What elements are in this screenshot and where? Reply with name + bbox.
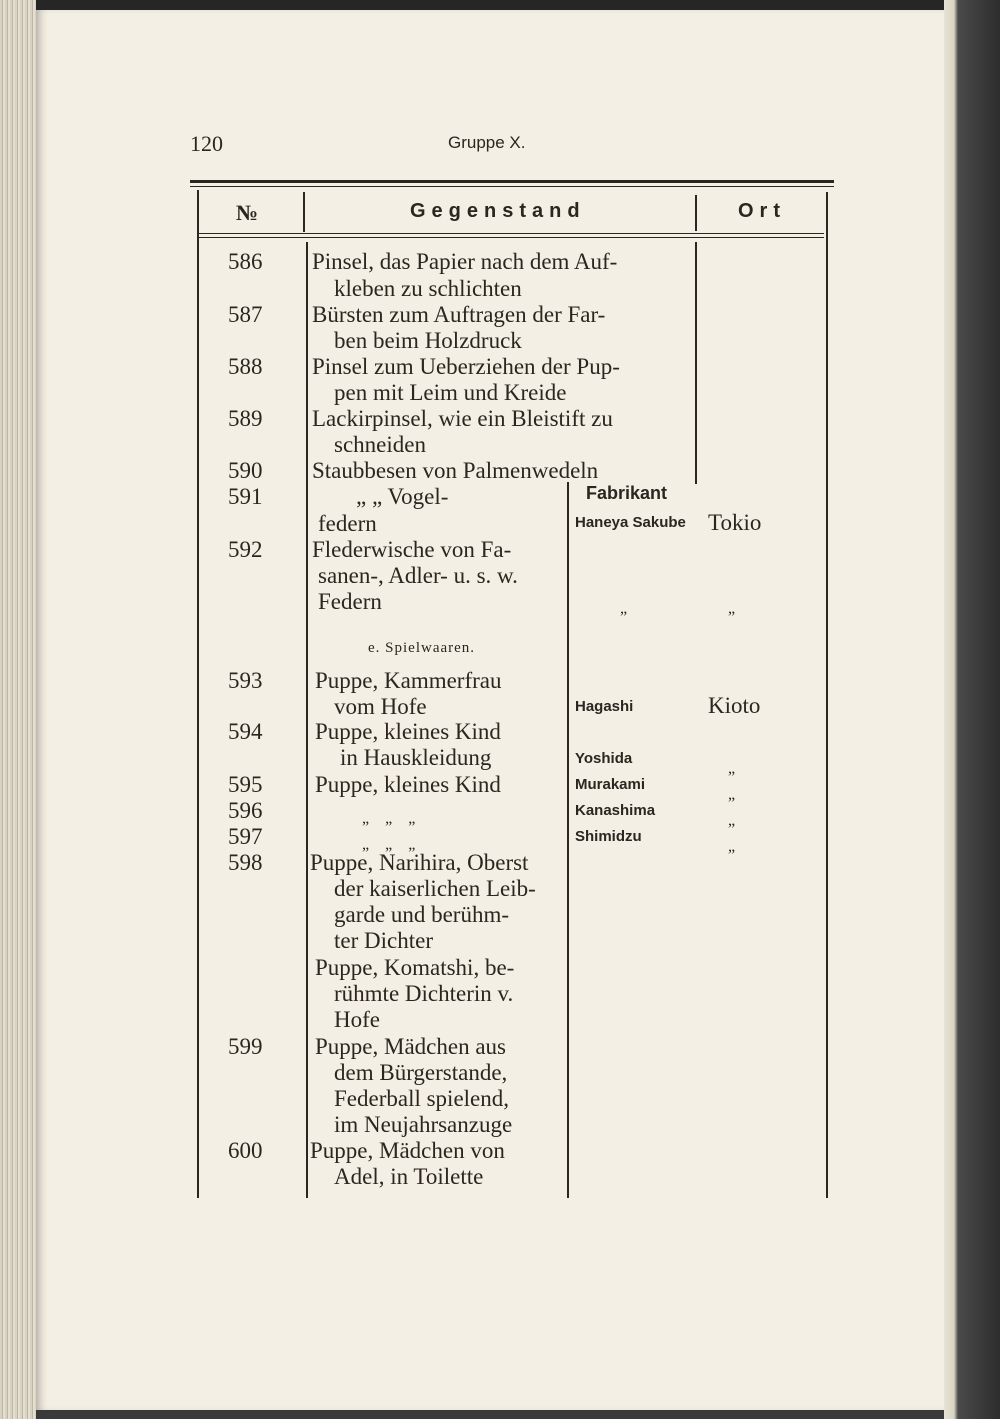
- row-subject: Puppe, Narihira, Oberst: [310, 850, 529, 875]
- row-number: 597: [228, 824, 263, 849]
- row-number: 600: [228, 1138, 263, 1163]
- row-number: 599: [228, 1034, 263, 1059]
- row-place: „: [728, 760, 736, 777]
- row-subject: Hofe: [334, 1007, 380, 1032]
- row-subject: rühmte Dichterin v.: [334, 981, 514, 1006]
- row-maker: Murakami: [575, 776, 646, 793]
- row-subject: Puppe, Mädchen von: [310, 1138, 505, 1163]
- row-subject: in Hauskleidung: [340, 745, 492, 770]
- row-subject: Puppe, kleines Kind: [315, 772, 501, 797]
- section-heading: e. Spielwaaren.: [368, 640, 476, 656]
- row-subject: dem Bürgerstande,: [334, 1060, 508, 1085]
- page-number: 120: [190, 131, 223, 156]
- column-divider-left: [197, 190, 199, 1198]
- row-number: 591: [228, 484, 263, 509]
- table-top-rule-thin: [190, 186, 834, 187]
- row-place: „: [728, 812, 736, 829]
- row-subject: kleben zu schlichten: [334, 276, 522, 301]
- row-subject: sanen-, Adler- u. s. w.: [318, 563, 518, 588]
- row-subject: Puppe, Komatshi, be-: [315, 955, 515, 980]
- row-number: 590: [228, 458, 263, 483]
- row-subject: „ „ „: [362, 810, 416, 827]
- row-subject: Pinsel zum Ueberziehen der Pup-: [312, 354, 620, 379]
- book-page-edges-left: [0, 0, 36, 1419]
- row-subject: ter Dichter: [334, 928, 433, 953]
- row-number: 589: [228, 406, 263, 431]
- row-number: 596: [228, 798, 263, 823]
- row-number: 592: [228, 537, 263, 562]
- row-number: 598: [228, 850, 263, 875]
- row-subject: Adel, in Toilette: [334, 1164, 484, 1189]
- row-number: 595: [228, 772, 263, 797]
- column-header-place: Ort: [738, 200, 786, 222]
- row-place: „: [728, 600, 736, 617]
- column-divider-place: [695, 242, 697, 484]
- row-subject: Staubbesen von Palmenwedeln: [312, 458, 599, 483]
- row-maker: Shimidzu: [575, 828, 642, 845]
- row-subject: Puppe, Kammerfrau: [315, 668, 502, 693]
- column-divider-right: [826, 192, 828, 1198]
- row-subject: „ „ „: [362, 836, 416, 853]
- row-number: 588: [228, 354, 263, 379]
- row-subject: der kaiserlichen Leib-: [334, 876, 536, 901]
- column-header-subject: Gegenstand: [410, 200, 586, 222]
- row-number: 593: [228, 668, 263, 693]
- row-subject: garde und berühm-: [334, 902, 509, 927]
- row-maker: Kanashima: [575, 802, 656, 819]
- column-divider-subject-head: [695, 195, 697, 231]
- table-top-rule: [190, 180, 834, 183]
- row-subject: „ „ Vogel-: [356, 484, 449, 509]
- row-place: „: [728, 838, 736, 855]
- row-maker: „: [620, 600, 628, 617]
- row-place: „: [728, 786, 736, 803]
- row-subject: Puppe, Mädchen aus: [315, 1034, 506, 1059]
- column-divider-number-body: [306, 242, 308, 1198]
- row-subject: federn: [318, 511, 377, 536]
- row-subject: vom Hofe: [334, 694, 427, 719]
- row-subject: pen mit Leim und Kreide: [334, 380, 567, 405]
- column-divider-maker: [567, 482, 569, 1198]
- row-maker: Yoshida: [575, 750, 633, 767]
- row-subject: Flederwische von Fa-: [312, 537, 512, 562]
- header-bottom-rule: [198, 233, 824, 234]
- book-page-edges-right: [944, 0, 1000, 1419]
- row-place: Tokio: [708, 510, 762, 535]
- row-number: 586: [228, 249, 263, 274]
- header-bottom-rule-2: [198, 237, 824, 238]
- row-subject: Bürsten zum Auftragen der Far-: [312, 302, 606, 327]
- row-maker: Haneya Sakube: [575, 514, 686, 531]
- row-subject: im Neujahrsanzuge: [334, 1112, 513, 1137]
- row-subject: Federn: [318, 589, 382, 614]
- running-head: Gruppe X.: [448, 133, 526, 152]
- row-subject: Puppe, kleines Kind: [315, 719, 501, 744]
- row-place: Kioto: [708, 693, 761, 718]
- row-subject: schneiden: [334, 432, 426, 457]
- column-header-maker: Fabrikant: [586, 483, 668, 503]
- row-number: 587: [228, 302, 263, 327]
- row-maker: Hagashi: [575, 698, 634, 715]
- row-subject: Lackirpinsel, wie ein Bleistift zu: [312, 406, 613, 431]
- row-subject: Pinsel, das Papier nach dem Auf-: [312, 249, 618, 274]
- row-number: 594: [228, 719, 263, 744]
- row-subject: ben beim Holzdruck: [334, 328, 522, 353]
- row-subject: Federball spielend,: [334, 1086, 510, 1111]
- column-header-number: №: [236, 200, 259, 225]
- column-divider-number: [303, 192, 305, 232]
